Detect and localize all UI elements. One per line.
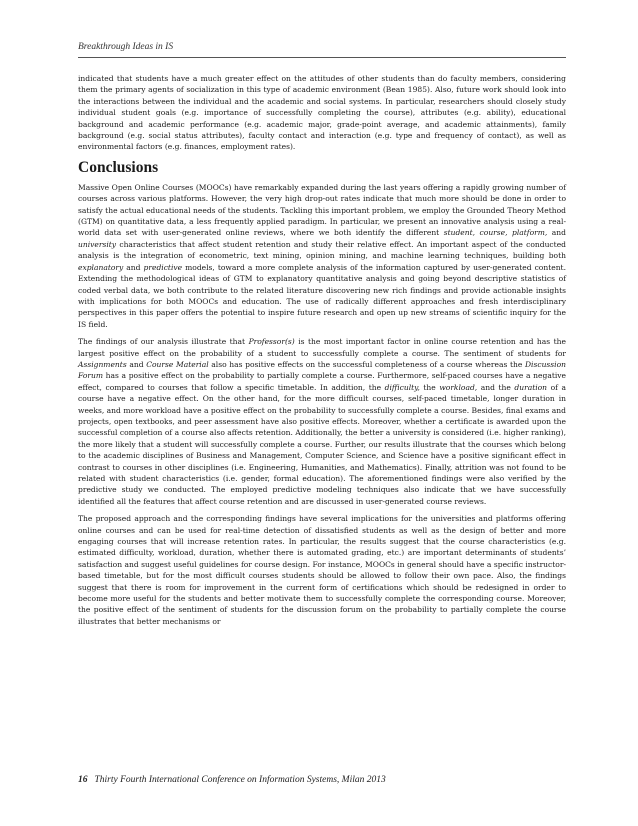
text-run: characteristics that affect student retention and study their relative effect. An important aspect of the conducted analysis is the integration of econometric, text mining, opinion mining, and machine learning techniques, building both	[78, 239, 566, 261]
text-run: is the most important factor in online course retention and has the largest positive effect on the probability of a student to successfully complete a course. The sentiment of students for	[78, 337, 566, 358]
emphasis-text: explanatory	[78, 262, 124, 272]
text-run: and	[123, 262, 144, 272]
running-header: Breakthrough Ideas in IS	[78, 42, 174, 52]
paragraph-conclusions-1	[78, 182, 566, 330]
emphasis-text: student, course, platform,	[443, 228, 548, 238]
page-footer	[78, 775, 566, 785]
text-run: and the	[477, 382, 515, 392]
emphasis-text: workload,	[439, 382, 478, 392]
header-divider	[78, 57, 566, 58]
conference-name: Thirty Fourth International Conference on Information Systems, Milan 2013	[94, 775, 386, 785]
text-run: and	[547, 228, 566, 238]
paragraph-continued: indicated that students have a much greater effect on the attitudes of other students than do faculty members, considering them the primary agents of socialization in this type of academic environment (Bean 1985). Also, future work should look into the interactions between the individual and the academic and social systems. In particular, researchers should closely study individual student goals (e.g. importance of successfully completing the course), attributes (e.g. ability), educational background and academic performance (e.g. academic major, grade-point average, and academic attainments), family background (e.g. social status attributes), faculty contact and interaction (e.g. type and frequency of contact), as well as environmental factors (e.g. finances, employment rates).	[78, 74, 566, 152]
paragraph-conclusions-3: The proposed approach and the corresponding findings have several implications for the universities and platforms offering online courses and can be used for real-time detection of dissatisfied students as well as the design of better and more engaging courses that will increase retention rates. In particular, the results suggest that the course characteristics (e.g. estimated difficulty, workload, duration, whether there is automated grading, etc.) are important determinants of students’ satisfaction and suggest useful guidelines for course design. For instance, MOOCs in general should have a specific instructor-based timetable, but for the most difficult courses students should be allowed to follow their own pace. Also, the findings suggest that there is room for improvement in the current form of certifications which should be redesigned in order to become more useful for the students and better motivate them to successfully complete the corresponding course. Moreover, the positive effect of the sentiment of students for the discussion forum on the probability to partially complete the course illustrates that better mechanisms or	[78, 514, 566, 626]
emphasis-text: Course Material	[146, 359, 209, 369]
text-run: also has positive effects on the successful completeness of a course whereas the	[208, 359, 525, 369]
emphasis-text: Discussion Forum	[78, 359, 566, 381]
text-run: models, toward a more complete analysis of the information captured by user-generated content. Extending the methodological ideas of GTM to explanatory quantitative analysis and going beyond descriptive statistics of coded verbal data, we both contribute to the related literature discovering new rich findings and provide actionable insights with implications for both MOOCs and education. The use of radically different approaches and fresh interdisciplinary perspectives in this paper offers the potential to inspire future research and open up new streams of scientific inquiry for the IS field.	[78, 262, 566, 329]
emphasis-text: university	[78, 239, 117, 249]
text-run: the	[419, 382, 440, 392]
text-run: of a course have a negative effect. On the other hand, for the more difficult courses, self-paced timetable, longer duration in weeks, and more workload have a positive effect on the probability to successfully complete a course. Besides, final exams and projects, open textbooks, and peer assessment have also positive effects. Moreover, whether a certificate is awarded upon the successful completion of a course also affects retention. Additionally, the better a university is considered (i.e. higher ranking), the more likely that a student will successfully complete a course. Further, our results illustrate that the courses which belong to the academic disciplines of Business and Management, Computer Science, and Science have a positive significant effect in contrast to courses in other disciplines (i.e. Engineering, Humanities, and Mathematics). Finally, attrition was not found to be related with student characteristics (i.e. gender, formal education). The aforementioned findings were also verified by the predictive study we conducted. The employed predictive modeling techniques also indicate that we have successfully identified all the features that affect course retention and are discussed in user-generated course reviews.	[78, 382, 566, 506]
emphasis-text: Assignments	[78, 359, 127, 369]
text-run: Massive Open Online Courses (MOOCs) have remarkably expanded during the last years offering a rapidly growing number of courses across various platforms. However, the very high drop-out rates indicate that much more should be done in order to satisfy the actual educational needs of the students. Tackling this important problem, we employ the Grounded Theory Method (GTM) on quantitative data, a less frequently applied paradigm. In particular, we present an innovative analysis using a real-world data set with user-generated online reviews, where we both identify the different	[78, 182, 566, 238]
emphasis-text: difficulty,	[384, 382, 420, 392]
paragraph-conclusions-2	[78, 336, 566, 507]
emphasis-text: duration	[514, 382, 548, 392]
text-run: The findings of our analysis illustrate that	[78, 337, 249, 347]
page-body	[78, 73, 566, 633]
text-run: has a positive effect on the probability to partially complete a course. Furthermore, self-paced courses have a negative effect, compared to courses that follow a specific timetable. In addition, the	[78, 371, 566, 392]
text-run: and	[126, 359, 147, 369]
page-number: 16	[78, 775, 88, 785]
section-heading-conclusions: Conclusions	[78, 158, 159, 176]
emphasis-text: Professor(s)	[248, 337, 295, 347]
emphasis-text: predictive	[143, 262, 183, 272]
